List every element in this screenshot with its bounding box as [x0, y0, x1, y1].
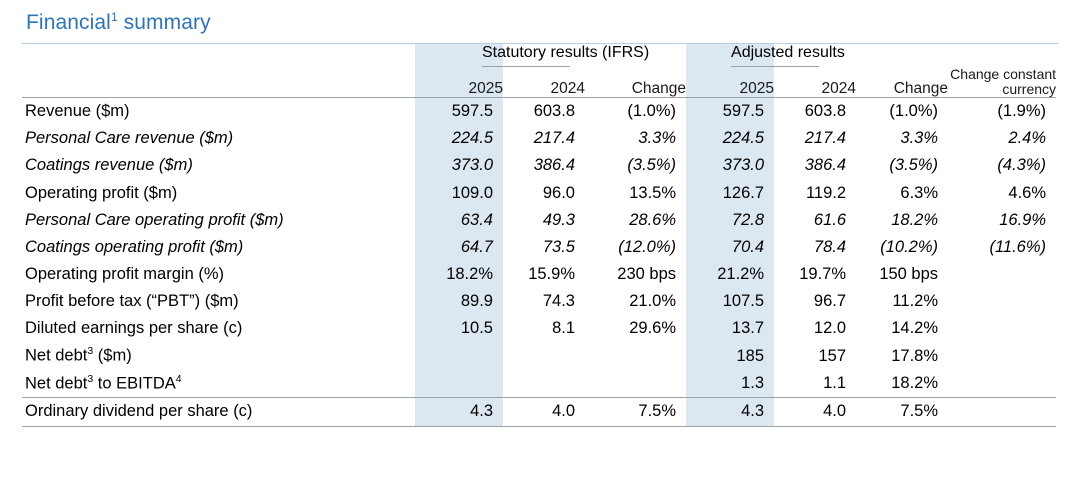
column-header-label — [22, 75, 415, 98]
row-value-statutory-2025: 89.9 — [415, 288, 503, 315]
table-row — [22, 207, 1056, 234]
group-header-statutory-underline — [503, 44, 686, 67]
row-value-adjusted-2025: 126.7 — [686, 180, 774, 207]
row-value-adjusted-change: 14.2% — [891, 319, 939, 338]
row-label-footnote-marker: 3 — [87, 345, 94, 358]
row-value-statutory-2025: 64.7 — [415, 234, 503, 261]
header-spacer-cell-label — [22, 67, 415, 75]
row-value-adjusted-2025: 13.7 — [686, 315, 774, 342]
column-header-adjusted-2025: 2025 — [686, 75, 774, 98]
table-row — [22, 261, 1056, 288]
header-spacer-cell-s2025 — [415, 67, 503, 75]
bottom-rule-cell-s2025 — [415, 426, 503, 427]
row-label: Coatings operating profit ($m) — [25, 237, 244, 256]
row-label: Ordinary dividend per share (c) — [22, 398, 415, 426]
bottom-rule-cell-label — [22, 426, 415, 427]
row-label-footnote-marker-2: 4 — [175, 372, 182, 385]
row-label: Revenue ($m) — [25, 102, 130, 121]
row-value-statutory-2024 — [503, 342, 585, 370]
row-value-adjusted-2025: 4.3 — [686, 398, 774, 426]
row-value-adjusted-change: 18.2% — [891, 374, 939, 393]
row-value-adjusted-2025: 373.0 — [686, 152, 774, 179]
table-row — [22, 125, 1056, 152]
table-column-header-row — [22, 75, 1056, 98]
bottom-rule-cell-a2025 — [686, 426, 774, 427]
row-value-statutory-2025 — [415, 342, 503, 370]
row-value-statutory-2025: 373.0 — [415, 152, 503, 179]
row-value-statutory-change: 21.0% — [629, 291, 677, 310]
table-row — [22, 370, 1056, 398]
group-header-statutory-label: Statutory results (IFRS) — [482, 44, 570, 67]
header-spacer-cell-s2024 — [503, 67, 585, 75]
row-value-adjusted-cc: (1.9%) — [997, 102, 1047, 121]
row-value-statutory-2025: 10.5 — [415, 315, 503, 342]
row-value-adjusted-cc: 2.4% — [1008, 129, 1047, 148]
row-value-adjusted-change: 7.5% — [856, 398, 948, 426]
group-header-statutory-shade-cell — [415, 44, 650, 67]
row-label: Operating profit margin (%) — [25, 264, 224, 283]
row-value-adjusted-2025: 1.3 — [686, 370, 774, 398]
row-value-statutory-2025: 18.2% — [415, 261, 503, 288]
row-value-statutory-2024: 4.0 — [503, 398, 585, 426]
row-value-adjusted-2025: 185 — [686, 342, 774, 370]
row-value-statutory-change: 7.5% — [585, 398, 686, 426]
row-value-statutory-change — [585, 370, 686, 398]
row-value-adjusted-2024: 19.7% — [799, 264, 847, 283]
table-row — [22, 288, 1056, 315]
row-value-adjusted-2024: 157 — [818, 346, 847, 365]
column-header-statutory-2024: 2024 — [550, 79, 585, 97]
financial-summary-table — [22, 44, 1056, 427]
row-value-adjusted-cc — [948, 342, 1056, 370]
row-value-statutory-2024: 74.3 — [542, 291, 575, 310]
row-value-adjusted-2024: 603.8 — [804, 102, 847, 121]
row-value-adjusted-change: (3.5%) — [889, 156, 939, 175]
row-value-adjusted-cc — [948, 315, 1056, 342]
row-value-adjusted-2024: 1.1 — [823, 374, 847, 393]
group-header-adjusted-underline — [774, 44, 948, 67]
row-value-adjusted-2024: 119.2 — [805, 183, 847, 202]
row-value-adjusted-cc — [948, 288, 1056, 315]
row-label: Personal Care revenue ($m) — [25, 129, 234, 148]
table-row — [22, 98, 1056, 125]
row-value-statutory-2025: 63.4 — [415, 207, 503, 234]
group-header-adjusted-label: Adjusted results — [731, 44, 819, 67]
row-value-adjusted-cc: 4.6% — [1008, 183, 1047, 202]
row-label-footnote-marker: 3 — [87, 372, 94, 385]
row-value-adjusted-2025: 224.5 — [686, 125, 774, 152]
page-title-text-before: Financial — [26, 11, 111, 34]
table-row — [22, 234, 1056, 261]
row-value-adjusted-change: (1.0%) — [889, 102, 939, 121]
row-label — [22, 342, 415, 370]
row-value-statutory-2025: 224.5 — [415, 125, 503, 152]
header-spacer-cell-a2025 — [686, 67, 774, 75]
row-value-adjusted-2024: 61.6 — [813, 210, 847, 229]
row-label: Operating profit ($m) — [25, 183, 178, 202]
header-spacer-cell-schg — [585, 67, 686, 75]
row-value-adjusted-change: (10.2%) — [880, 237, 939, 256]
row-label: Diluted earnings per share (c) — [25, 319, 243, 338]
page-title-text-after: summary — [117, 11, 211, 34]
table-row — [22, 398, 1056, 426]
row-value-statutory-2024 — [503, 370, 585, 398]
row-label: Coatings revenue ($m) — [25, 156, 193, 175]
header-spacer-cell-achg — [856, 67, 948, 75]
row-value-adjusted-change: 11.2% — [892, 291, 939, 310]
row-value-adjusted-cc — [948, 398, 1056, 426]
row-value-adjusted-cc: (4.3%) — [997, 156, 1047, 175]
column-header-adjusted-change-constant-currency: Change constant currency — [950, 66, 1057, 98]
bottom-rule-cell-s2024 — [503, 426, 585, 427]
row-value-statutory-change: (1.0%) — [627, 102, 677, 121]
row-label — [22, 370, 415, 398]
row-value-statutory-2024: 73.5 — [542, 237, 575, 256]
group-header-spacer — [22, 44, 415, 67]
row-value-statutory-2025: 4.3 — [415, 398, 503, 426]
bottom-rule-cell-a2024 — [774, 426, 856, 427]
row-value-adjusted-2024: 78.4 — [813, 237, 847, 256]
row-value-adjusted-change: 17.8% — [891, 346, 939, 365]
table-row — [22, 315, 1056, 342]
row-value-adjusted-cc — [948, 261, 1056, 288]
row-label-text-mid: to EBITDA — [93, 374, 176, 393]
row-value-statutory-2024: 217.4 — [533, 129, 575, 148]
row-value-adjusted-cc: (11.6%) — [989, 237, 1047, 256]
row-label: Profit before tax (“PBT”) ($m) — [25, 291, 239, 310]
row-value-statutory-2025 — [415, 370, 503, 398]
table-row — [22, 180, 1056, 207]
row-label-text: Net debt — [25, 374, 88, 393]
row-value-adjusted-2025: 70.4 — [686, 234, 774, 261]
row-value-statutory-2025: 109.0 — [415, 180, 503, 207]
table-row — [22, 342, 1056, 370]
table-group-header-row — [22, 44, 1056, 67]
row-value-statutory-change: 29.6% — [629, 319, 677, 338]
row-value-adjusted-2024: 386.4 — [804, 156, 847, 175]
row-value-statutory-change: 3.3% — [638, 129, 677, 148]
table-bottom-rule — [22, 426, 1056, 427]
row-value-statutory-2024: 603.8 — [533, 102, 575, 121]
row-value-adjusted-2025: 597.5 — [686, 98, 774, 125]
row-value-statutory-change: 13.5% — [629, 183, 677, 202]
page-title-footnote-marker: 1 — [110, 10, 118, 24]
row-value-adjusted-2024: 96.7 — [813, 291, 847, 310]
bottom-rule-cell-acc — [948, 426, 1056, 427]
row-value-adjusted-change: 150 bps — [879, 264, 939, 283]
row-value-adjusted-change: 18.2% — [891, 210, 939, 229]
row-value-adjusted-cc: 16.9% — [999, 210, 1047, 229]
column-header-adjusted-change: Change — [893, 79, 949, 97]
table-row — [22, 152, 1056, 179]
column-header-statutory-change: Change — [631, 79, 687, 97]
row-value-statutory-2024: 15.9% — [528, 264, 575, 283]
row-value-adjusted-2024: 4.0 — [774, 398, 856, 426]
row-value-adjusted-2025: 107.5 — [686, 288, 774, 315]
group-header-trailing-spacer — [948, 44, 1056, 67]
row-value-statutory-2024: 8.1 — [552, 319, 575, 338]
row-value-adjusted-2024: 12.0 — [813, 319, 847, 338]
row-value-statutory-change: 28.6% — [629, 210, 677, 229]
row-label: Personal Care operating profit ($m) — [25, 210, 284, 229]
page-title — [0, 0, 1080, 41]
column-header-adjusted-2024: 2024 — [821, 79, 857, 97]
row-value-adjusted-cc — [948, 370, 1056, 398]
column-header-statutory-2025: 2025 — [415, 75, 503, 98]
row-value-adjusted-2025: 21.2% — [686, 261, 774, 288]
row-value-statutory-change: (3.5%) — [627, 156, 677, 175]
row-value-adjusted-change: 6.3% — [900, 183, 939, 202]
row-label-text: Net debt — [25, 346, 88, 365]
row-value-adjusted-2024: 217.4 — [804, 129, 847, 148]
bottom-rule-cell-schg — [585, 426, 686, 427]
row-value-statutory-change: 230 bps — [617, 264, 677, 283]
row-value-adjusted-change: 3.3% — [900, 129, 939, 148]
row-value-statutory-change — [585, 342, 686, 370]
header-spacer-row — [22, 67, 1056, 75]
row-value-statutory-change: (12.0%) — [618, 237, 677, 256]
row-value-statutory-2024: 386.4 — [533, 156, 575, 175]
row-value-statutory-2024: 96.0 — [542, 183, 575, 202]
header-spacer-cell-a2024 — [774, 67, 856, 75]
bottom-rule-cell-achg — [856, 426, 948, 427]
group-header-adjusted-shade-cell — [686, 44, 845, 67]
row-value-statutory-2025: 597.5 — [415, 98, 503, 125]
row-value-adjusted-2025: 72.8 — [686, 207, 774, 234]
row-value-statutory-2024: 49.3 — [542, 210, 575, 229]
row-label-text-after: ($m) — [93, 346, 132, 365]
